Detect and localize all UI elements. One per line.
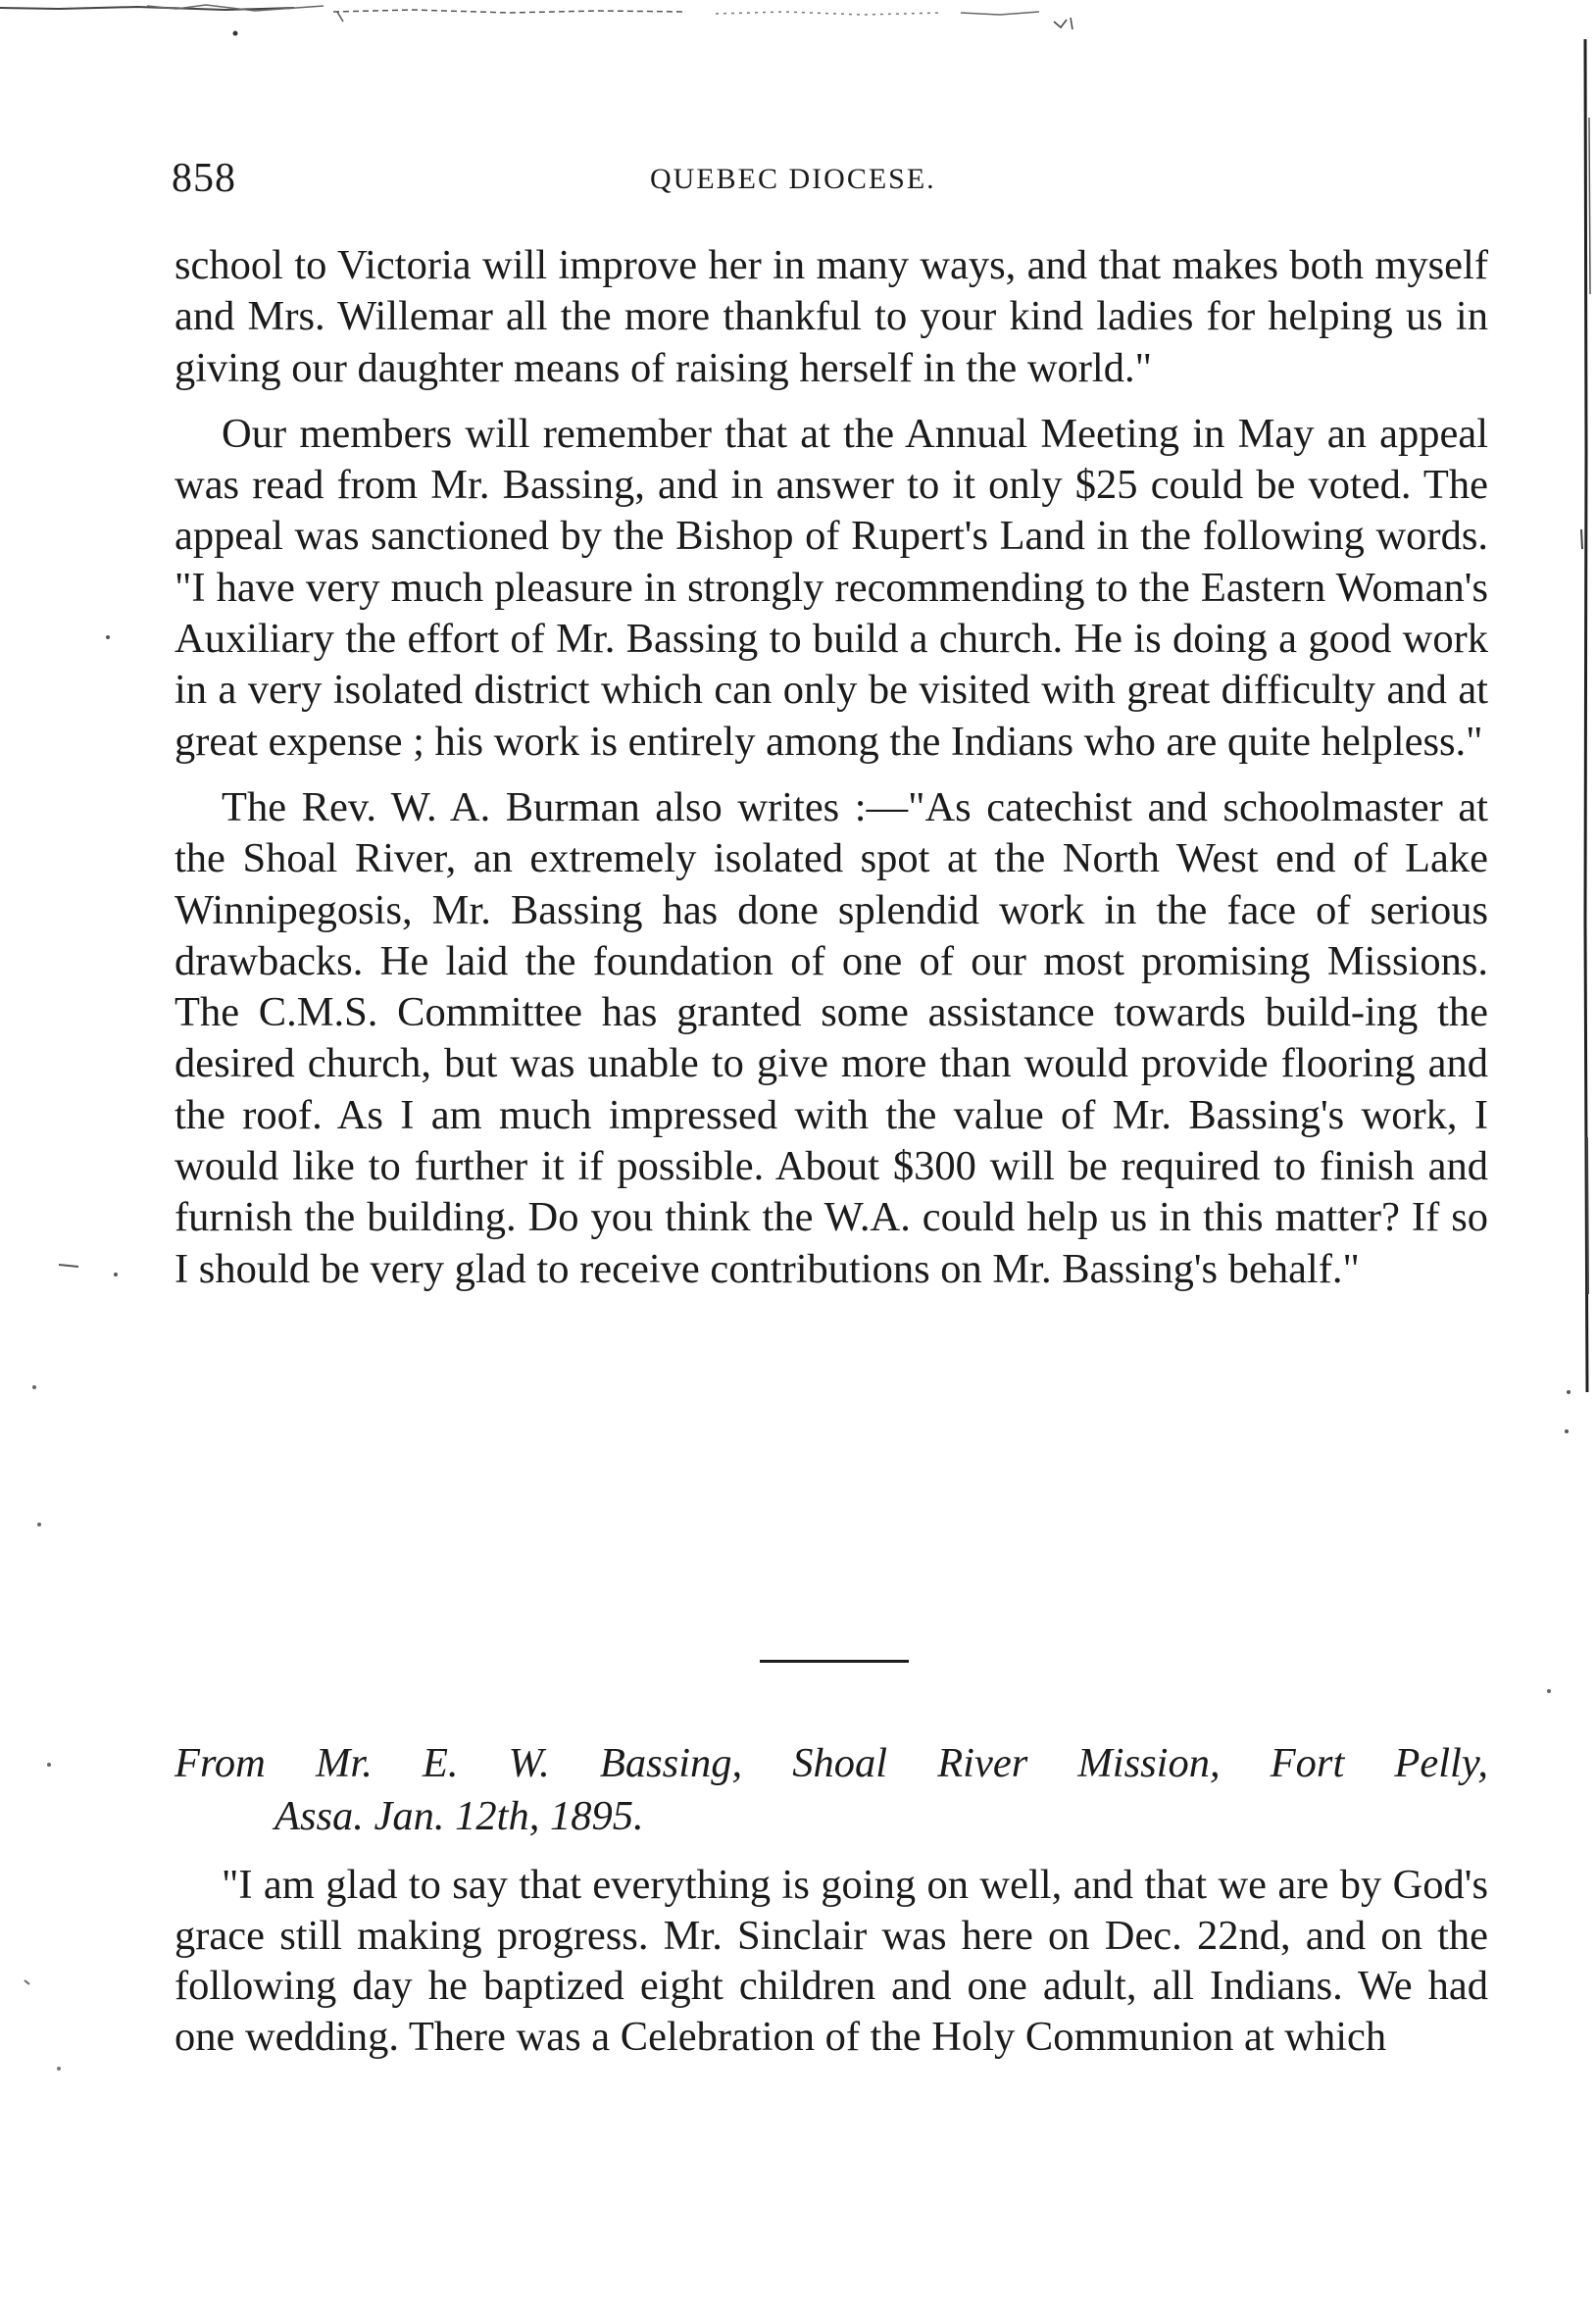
page-number: 858 xyxy=(172,156,236,201)
running-head: QUEBEC DIOCESE. xyxy=(650,163,936,195)
letter-heading xyxy=(175,1737,1488,1843)
paragraph-annual-meeting: Our members will remember that at the Annual Meeting in May an appeal was read from Mr. Bassing, and in answer to it only $25 could be voted. The appeal was sanctioned by the Bishop of Rupert's Land in the following words. "I have very much pleasure in strongly recommending to the Eastern Woman's Auxiliary the effort of Mr. Bassing to build a church. He is doing a good work in a very isolated district which can only be visited with great difficulty and at great expense ; his work is entirely among the Indians who are quite helpless." xyxy=(175,410,1488,765)
paragraph-burman-quote: The Rev. W. A. Burman also writes :—"As catechist and schoolmaster at the Shoal River, an extremely isolated spot at the North West end of Lake Winnipegosis, Mr. Bassing has done splendid work in the face of serious drawbacks. He laid the foundation of one of our most promising Missions. The C.M.S. Committee has granted some assistance towards build-ing the desired church, but was unable to give more than would provide flooring and the roof. As I am much impressed with the value of Mr. Bassing's work, I would like to further it if possible. About $300 will be required to finish and furnish the building. Do you think the W.A. could help us in this matter? If so I should be very glad to receive contributions on Mr. Bassing's behalf." xyxy=(175,783,1488,1292)
scan-top-edge-marks xyxy=(0,0,1596,39)
page-header xyxy=(172,155,1495,204)
paragraph-continuation: school to Victoria will improve her in many ways, and that makes both myself and Mrs. Willemar all the more thankful to your kind ladies for helping us in giving our daughter means of raising herself in the world." xyxy=(175,242,1488,391)
letter-text: "I am glad to say that everything is going on well, and that we are by God's grace still making progress. Mr. Sinclair was here on Dec. 22nd, and on the following day he baptized eight children and one adult, all Indians. We had one wedding. There was a Celebration of the Holy Communion at which xyxy=(175,1862,1488,2060)
letter-heading-line-1: From Mr. E. W. Bassing, Shoal River Mission, Fort Pelly, xyxy=(175,1740,1488,1786)
letter-heading-line-2: Assa. Jan. 12th, 1895. xyxy=(274,1793,644,1839)
section-divider-rule xyxy=(760,1660,909,1663)
scan-right-edge-marks xyxy=(1573,39,1596,2245)
body-text xyxy=(175,240,1488,1295)
